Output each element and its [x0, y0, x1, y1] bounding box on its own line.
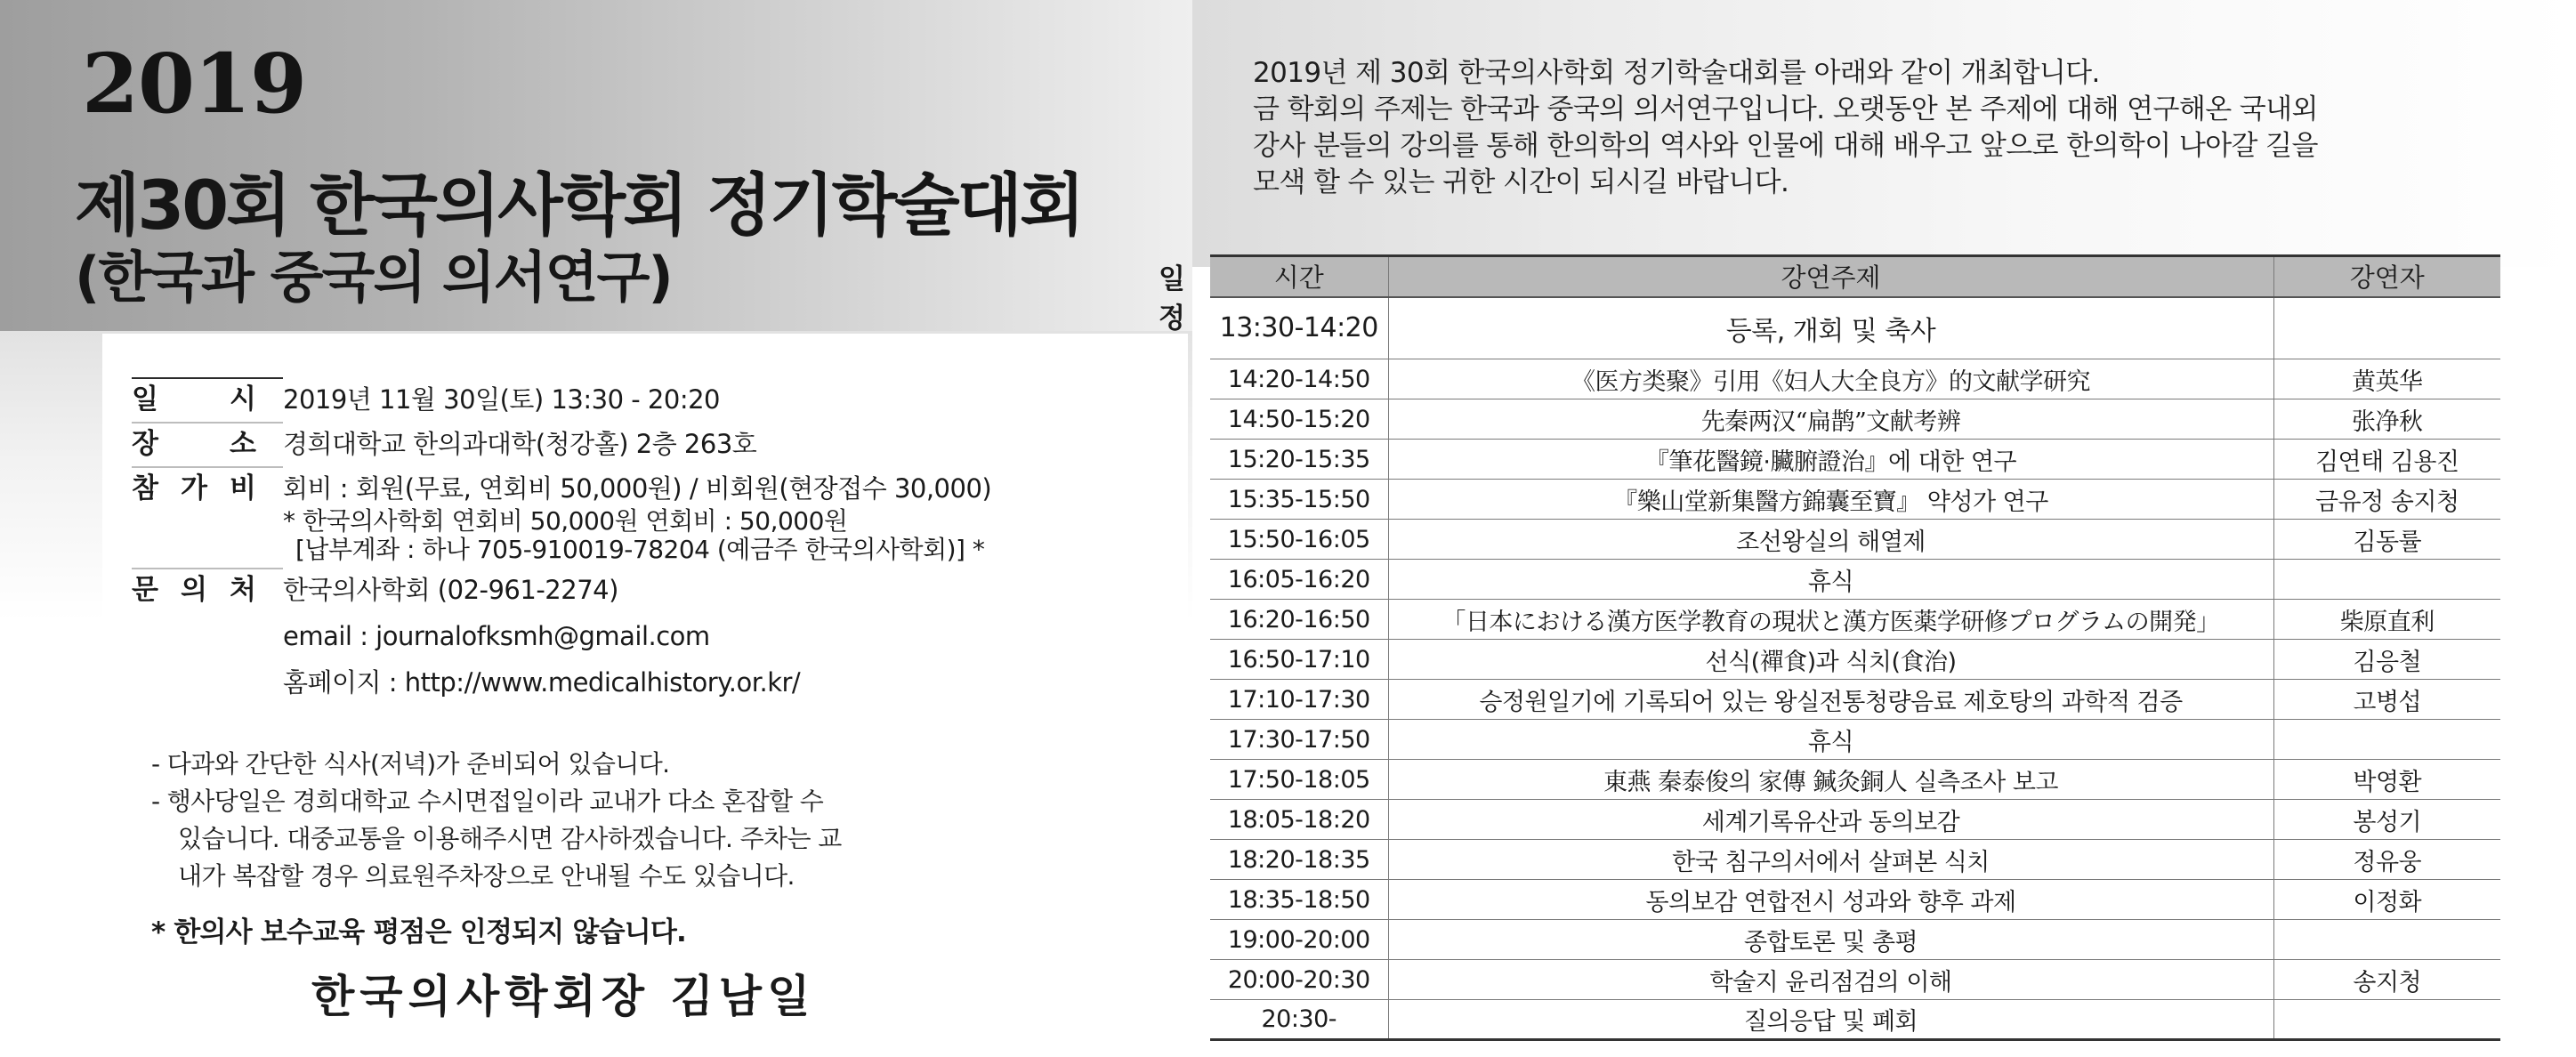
row-speaker: [2273, 1000, 2500, 1040]
row-time: 13:30-14:20: [1210, 297, 1388, 359]
table-row: [1210, 600, 2500, 640]
note-item: 내가 복잡할 경우 의료원주차장으로 안내될 수도 있습니다.: [178, 861, 795, 891]
info-label-fee: 참 가 비: [132, 472, 256, 504]
row-time: 16:20-16:50: [1210, 600, 1388, 640]
info-row-date: [132, 381, 1164, 418]
intro-line: 2019년 제 30회 한국의사학회 정기학술대회를 아래와 같이 개최합니다.: [1253, 57, 2100, 89]
table-row: [1210, 560, 2500, 600]
table-row: [1210, 480, 2500, 520]
row-topic: 「日本における漢方医学教育の現状と漢方医薬学研修プログラムの開発」: [1388, 600, 2273, 640]
fee-line: * 한국의사학회 연회비 50,000원 연회비 : 50,000원: [283, 506, 848, 536]
table-row: [1210, 399, 2500, 440]
row-speaker: [2273, 720, 2500, 760]
row-topic: 《医方类聚》引用《妇人大全良方》的文献学研究: [1388, 359, 2273, 399]
table-row: [1210, 297, 2500, 359]
info-row-contact: [132, 571, 1164, 701]
row-topic: 세계기록유산과 동의보감: [1388, 800, 2273, 840]
president-signature: 한국의사학회장 김남일: [311, 971, 816, 1022]
row-time: 18:20-18:35: [1210, 840, 1388, 880]
info-row-fee: [132, 470, 1164, 564]
info-label-place: 장 소: [132, 428, 256, 460]
row-speaker: 박영환: [2273, 760, 2500, 800]
schedule-header-row: [1210, 256, 2500, 297]
row-topic: 휴식: [1388, 720, 2273, 760]
row-topic: 한국 침구의서에서 살펴본 식치: [1388, 840, 2273, 880]
row-time: 18:05-18:20: [1210, 800, 1388, 840]
table-row: [1210, 800, 2500, 840]
schedule-label: 일 정: [1159, 263, 1185, 335]
intro-line: 강사 분들의 강의를 통해 한의학의 역사와 인물에 대해 배우고 앞으로 한의학이 나아갈 길을: [1253, 130, 2318, 162]
table-row: [1210, 720, 2500, 760]
row-topic: 종합토론 및 총평: [1388, 920, 2273, 960]
row-time: 15:35-15:50: [1210, 480, 1388, 520]
row-time: 17:10-17:30: [1210, 680, 1388, 720]
fee-account: [납부계좌 : 하나 705-910019-78204 (예금주 한국의사학회)] *: [295, 535, 985, 564]
table-row: [1210, 1000, 2500, 1040]
row-time: 16:05-16:20: [1210, 560, 1388, 600]
credit-notice: * 한의사 보수교육 평점은 인정되지 않습니다.: [151, 916, 686, 948]
info-value-date: 2019년 11월 30일(토) 13:30 - 20:20: [283, 384, 720, 415]
row-speaker: 정유웅: [2273, 840, 2500, 880]
table-row: [1210, 440, 2500, 480]
row-speaker: 黄英华: [2273, 359, 2500, 399]
note-item: - 행사당일은 경희대학교 수시면접일이라 교내가 다소 혼잡할 수: [151, 787, 824, 816]
table-row: [1210, 760, 2500, 800]
row-time: 20:30-: [1210, 1000, 1388, 1040]
row-speaker: 柴原直利: [2273, 600, 2500, 640]
info-divider: [132, 466, 283, 468]
row-time: 17:30-17:50: [1210, 720, 1388, 760]
note-item: - 다과와 간단한 식사(저녁)가 준비되어 있습니다.: [151, 749, 670, 779]
table-row: [1210, 880, 2500, 920]
row-speaker: 봉성기: [2273, 800, 2500, 840]
table-row: [1210, 840, 2500, 880]
row-speaker: 김동률: [2273, 520, 2500, 560]
table-row: [1210, 520, 2500, 560]
row-topic: 휴식: [1388, 560, 2273, 600]
row-topic: 東燕 秦泰俊의 家傳 鍼灸銅人 실측조사 보고: [1388, 760, 2273, 800]
info-row-place: [132, 425, 1164, 463]
info-divider: [132, 422, 283, 424]
event-info: [132, 374, 1164, 701]
table-row: [1210, 680, 2500, 720]
row-speaker: 이정화: [2273, 880, 2500, 920]
contact-email[interactable]: email : journalofksmh@gmail.com: [283, 621, 710, 651]
table-row: [1210, 920, 2500, 960]
header-speaker: 강연자: [2273, 256, 2500, 297]
row-time: 20:00-20:30: [1210, 960, 1388, 1000]
fee-line: 회비 : 회원(무료, 연회비 50,000원) / 비회원(현장접수 30,000): [283, 473, 992, 504]
info-label-contact: 문 의 처: [132, 574, 256, 606]
row-topic: 승정원일기에 기록되어 있는 왕실전통청량음료 제호탕의 과학적 검증: [1388, 680, 2273, 720]
intro-line: 모색 할 수 있는 귀한 시간이 되시길 바랍니다.: [1253, 166, 1789, 198]
table-row: [1210, 960, 2500, 1000]
row-speaker: [2273, 920, 2500, 960]
row-topic: 학술지 윤리점검의 이해: [1388, 960, 2273, 1000]
note-item: 있습니다. 대중교통을 이용해주시면 감사하겠습니다. 주차는 교: [178, 824, 842, 853]
event-subtitle: (한국과 중국의 의서연구): [75, 245, 672, 310]
row-speaker: [2273, 560, 2500, 600]
row-time: 14:20-14:50: [1210, 359, 1388, 399]
info-label-date: 일 시: [132, 383, 256, 416]
row-speaker: 고병섭: [2273, 680, 2500, 720]
row-time: 15:20-15:35: [1210, 440, 1388, 480]
row-topic: 선식(禪食)과 식치(食治): [1388, 640, 2273, 680]
header-time: 시간: [1210, 256, 1388, 297]
row-time: 16:50-17:10: [1210, 640, 1388, 680]
row-time: 14:50-15:20: [1210, 399, 1388, 440]
row-topic: 『筆花醫鏡·臟腑證治』에 대한 연구: [1388, 440, 2273, 480]
info-value-fee: [283, 470, 1164, 564]
row-time: 15:50-16:05: [1210, 520, 1388, 560]
schedule-table: [1210, 254, 2500, 1041]
row-speaker: 금유정 송지청: [2273, 480, 2500, 520]
row-topic: 질의응답 및 폐회: [1388, 1000, 2273, 1040]
row-speaker: 김응철: [2273, 640, 2500, 680]
row-speaker: [2273, 297, 2500, 359]
row-topic: 『樂山堂新集醫方錦囊至寶』 약성가 연구: [1388, 480, 2273, 520]
row-time: 19:00-20:00: [1210, 920, 1388, 960]
event-title: 제30회 한국의사학회 정기학술대회: [75, 165, 1083, 245]
info-divider: [132, 568, 283, 569]
event-year: 2019: [82, 36, 307, 132]
info-divider: [132, 377, 283, 379]
contact-homepage-link[interactable]: 홈페이지 : http://www.medicalhistory.or.kr/: [283, 667, 801, 698]
row-time: 17:50-18:05: [1210, 760, 1388, 800]
row-speaker: 송지청: [2273, 960, 2500, 1000]
row-speaker: 김연태 김용진: [2273, 440, 2500, 480]
header-topic: 강연주제: [1388, 256, 2273, 297]
row-topic: 등록, 개회 및 축사: [1388, 297, 2273, 359]
table-row: [1210, 640, 2500, 680]
row-topic: 조선왕실의 해열제: [1388, 520, 2273, 560]
notes-list: [151, 746, 1148, 895]
intro-paragraph: [1253, 55, 2516, 201]
row-topic: 先秦两汉“扁鹊”文献考辨: [1388, 399, 2273, 440]
row-topic: 동의보감 연합전시 성과와 향후 과제: [1388, 880, 2273, 920]
info-value-contact: [283, 571, 1164, 701]
info-value-place: 경희대학교 한의과대학(청강홀) 2층 263호: [283, 429, 757, 459]
row-speaker: 张净秋: [2273, 399, 2500, 440]
contact-phone: 한국의사학회 (02-961-2274): [283, 575, 618, 605]
intro-line: 금 학회의 주제는 한국과 중국의 의서연구입니다. 오랫동안 본 주제에 대해 연구해온 국내외: [1253, 93, 2318, 125]
table-row: [1210, 359, 2500, 399]
row-time: 18:35-18:50: [1210, 880, 1388, 920]
